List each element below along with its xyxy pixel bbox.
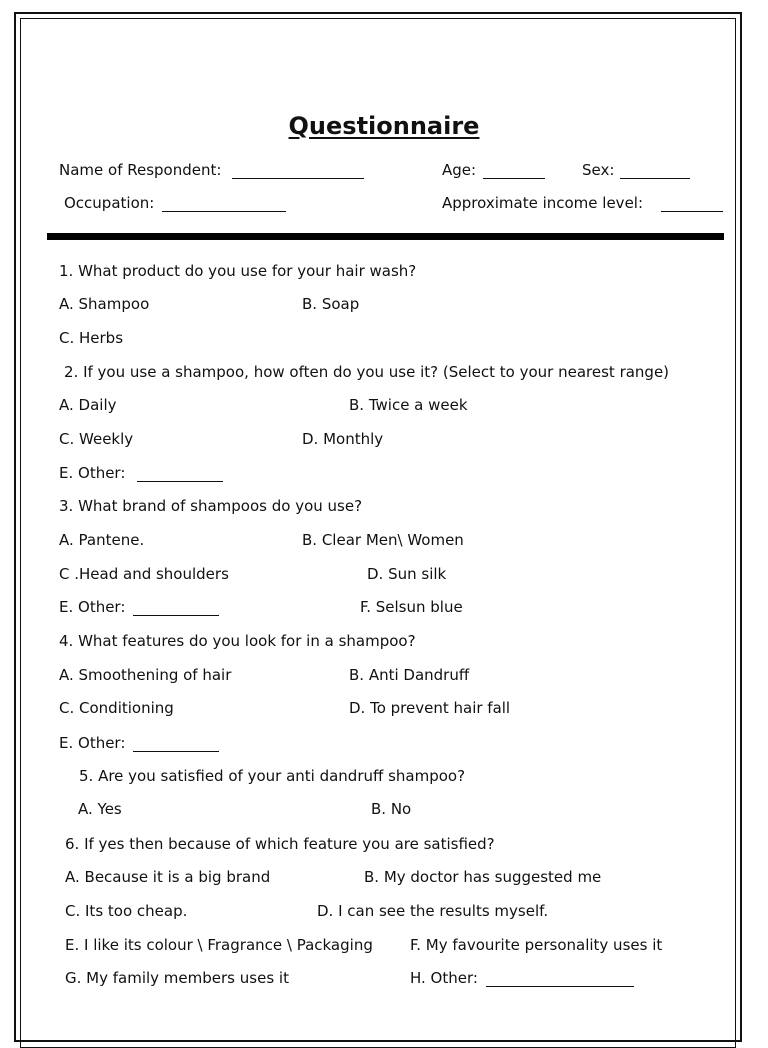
q2-option-e[interactable]: E. Other:	[59, 464, 126, 482]
name-label: Name of Respondent:	[59, 161, 222, 179]
q3-other-blank[interactable]	[133, 615, 219, 616]
q1-option-b[interactable]: B. Soap	[302, 295, 360, 313]
question-6: 6. If yes then because of which feature you are satisfied?	[65, 835, 495, 853]
q3-option-e[interactable]: E. Other:	[59, 598, 126, 616]
name-blank[interactable]	[232, 178, 364, 179]
q5-option-a[interactable]: A. Yes	[78, 800, 122, 818]
q2-option-c[interactable]: C. Weekly	[59, 430, 134, 448]
q3-option-b[interactable]: B. Clear Men\ Women	[302, 531, 464, 549]
q2-other-blank[interactable]	[137, 481, 223, 482]
q4-option-c[interactable]: C. Conditioning	[59, 699, 174, 717]
q2-option-b[interactable]: B. Twice a week	[349, 396, 468, 414]
q4-option-a[interactable]: A. Smoothening of hair	[59, 666, 232, 684]
q4-other-blank[interactable]	[133, 751, 219, 752]
q4-option-e[interactable]: E. Other:	[59, 734, 126, 752]
header-divider	[47, 233, 724, 240]
q3-option-d[interactable]: D. Sun silk	[367, 565, 447, 583]
q2-option-a[interactable]: A. Daily	[59, 396, 117, 414]
q6-option-g[interactable]: G. My family members uses it	[65, 969, 289, 987]
q6-option-h[interactable]: H. Other:	[410, 969, 478, 987]
q6-option-f[interactable]: F. My favourite personality uses it	[410, 936, 663, 954]
q4-option-d[interactable]: D. To prevent hair fall	[349, 699, 511, 717]
q6-other-blank[interactable]	[486, 986, 634, 987]
q6-option-c[interactable]: C. Its too cheap.	[65, 902, 188, 920]
question-2: 2. If you use a shampoo, how often do you use it? (Select to your nearest range)	[64, 363, 670, 381]
q3-option-f[interactable]: F. Selsun blue	[360, 598, 463, 616]
q6-option-e[interactable]: E. I like its colour \ Fragrance \ Packaging	[65, 936, 373, 954]
q3-option-c[interactable]: C .Head and shoulders	[59, 565, 229, 583]
q4-option-b[interactable]: B. Anti Dandruff	[349, 666, 470, 684]
age-label: Age:	[442, 161, 477, 179]
question-3: 3. What brand of shampoos do you use?	[59, 497, 363, 515]
question-1: 1. What product do you use for your hair wash?	[59, 262, 417, 280]
question-5: 5. Are you satisfied of your anti dandruff shampoo?	[79, 767, 466, 785]
q2-option-d[interactable]: D. Monthly	[302, 430, 384, 448]
question-4: 4. What features do you look for in a shampoo?	[59, 632, 416, 650]
q6-option-d[interactable]: D. I can see the results myself.	[317, 902, 549, 920]
page-title: Questionnaire	[288, 112, 480, 140]
sex-label: Sex:	[582, 161, 615, 179]
q1-option-c[interactable]: C. Herbs	[59, 329, 124, 347]
q3-option-a[interactable]: A. Pantene.	[59, 531, 145, 549]
age-blank[interactable]	[483, 178, 545, 179]
q5-option-b[interactable]: B. No	[371, 800, 412, 818]
occupation-blank[interactable]	[162, 211, 286, 212]
sex-blank[interactable]	[620, 178, 690, 179]
q6-option-b[interactable]: B. My doctor has suggested me	[364, 868, 602, 886]
income-blank[interactable]	[661, 211, 723, 212]
q6-option-a[interactable]: A. Because it is a big brand	[65, 868, 271, 886]
occupation-label: Occupation:	[64, 194, 155, 212]
income-label: Approximate income level:	[442, 194, 644, 212]
q1-option-a[interactable]: A. Shampoo	[59, 295, 150, 313]
